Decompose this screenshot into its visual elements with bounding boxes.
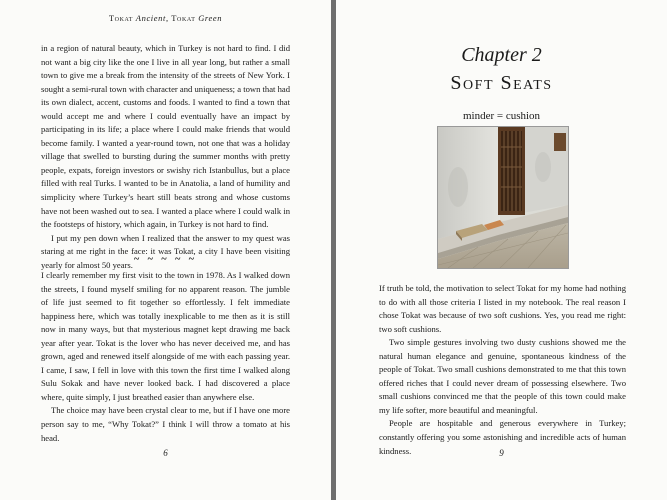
- running-head: [0, 13, 331, 23]
- body-text-block: [41, 269, 290, 445]
- paragraph: Two simple gestures involving two dusty cushions showed me the natural human elegance and genuine, spontaneous kindness of the people of Tokat. Two small cushions demonstrated to me that this town offered riches that I could never dream of possessing elsewhere. Two small cushions convinced me that the people of this town could make my life softer, more beautiful and meaningful.: [379, 337, 626, 415]
- chapter-number: Chapter 2: [461, 44, 542, 66]
- page-number: 6: [163, 448, 168, 458]
- paragraph: If truth be told, the motivation to select Tokat for my home had nothing to do with all those criteria I listed in my notebook. The real reason I chose Tokat was because of two soft cushions. Yes, you read me right: two soft cushions.: [379, 283, 626, 334]
- running-head-part: Green: [198, 13, 223, 23]
- body-text-block: [379, 282, 626, 458]
- street-photo: [437, 126, 569, 269]
- photo-caption: minder = cushion: [462, 110, 541, 122]
- running-head-part: , Tokat: [165, 13, 199, 23]
- paragraph: People are hospitable and generous everywhere in Turkey; constantly offering you some astonishing and incredible acts of human kindness.: [379, 418, 626, 456]
- paragraph: The choice may have been crystal clear to me, but if I have one more person say to me, “Why Tokat?” I think I will throw a tomato at his head.: [41, 405, 290, 443]
- chapter-title: Soft Seats: [450, 72, 553, 94]
- left-page: [0, 0, 331, 500]
- section-ornament: ~ ~ ~ ~ ~: [133, 254, 197, 265]
- running-head-part: Ancient: [135, 13, 166, 23]
- paragraph: I clearly remember my first visit to the town in 1978. As I walked down the streets, I found myself smiling for no apparent reason. The jumble of life just seemed to fit together so effortlessly. I felt immediate happiness here, which was totally inexplicable to me then as it is still now in many ways, but that mysterious magnet kept drawing me back year after year. Tokat is the lover who has never deceived me, and has grown, aged and renewed itself alongside of me with each passing year. I came, I saw, I fell in love with this town the first time I walked along Sulu Sokak and have never looked back. I had discovered a place where, quite simply, I just breathed easier than anywhere else.: [41, 270, 290, 402]
- body-text-block: [41, 42, 290, 272]
- right-page: [336, 0, 667, 500]
- paragraph: I put my pen down when I realized that the answer to my quest was staring at me right in the face: it was Tokat, a city I have been visiting yearly for almost 50 years.: [41, 232, 290, 270]
- paragraph: in a region of natural beauty, which in Turkey is not hard to find. I did not want a big city like the one I live in all year long, but rather a small town to give me a break from the intensity of the streets of New York. I sought a semi-rural town with character and uniqueness; a town that had its own dialect, accent, customs and foods. I wanted to find a town that would accept me and where I could eventually have an impact by participating in its life; a place where I could make friends that would become family. I wanted a year-round town, not one that was a holiday village that swelled to bursting during the summer months with pretty people, expats, foreign investors or swishy rich Istanbullus, but a place filled with real Turks. I wanted to be in Anatolia, a land of humility and simplicity where Turkey’s heart still beats strong and whose customs have not been washed out to sea. I wanted a place where I could walk in the footsteps of history, which again, in Turkey is not hard to find.: [41, 43, 290, 230]
- running-head-part: Tokat: [108, 13, 136, 23]
- page-number: 9: [499, 448, 504, 458]
